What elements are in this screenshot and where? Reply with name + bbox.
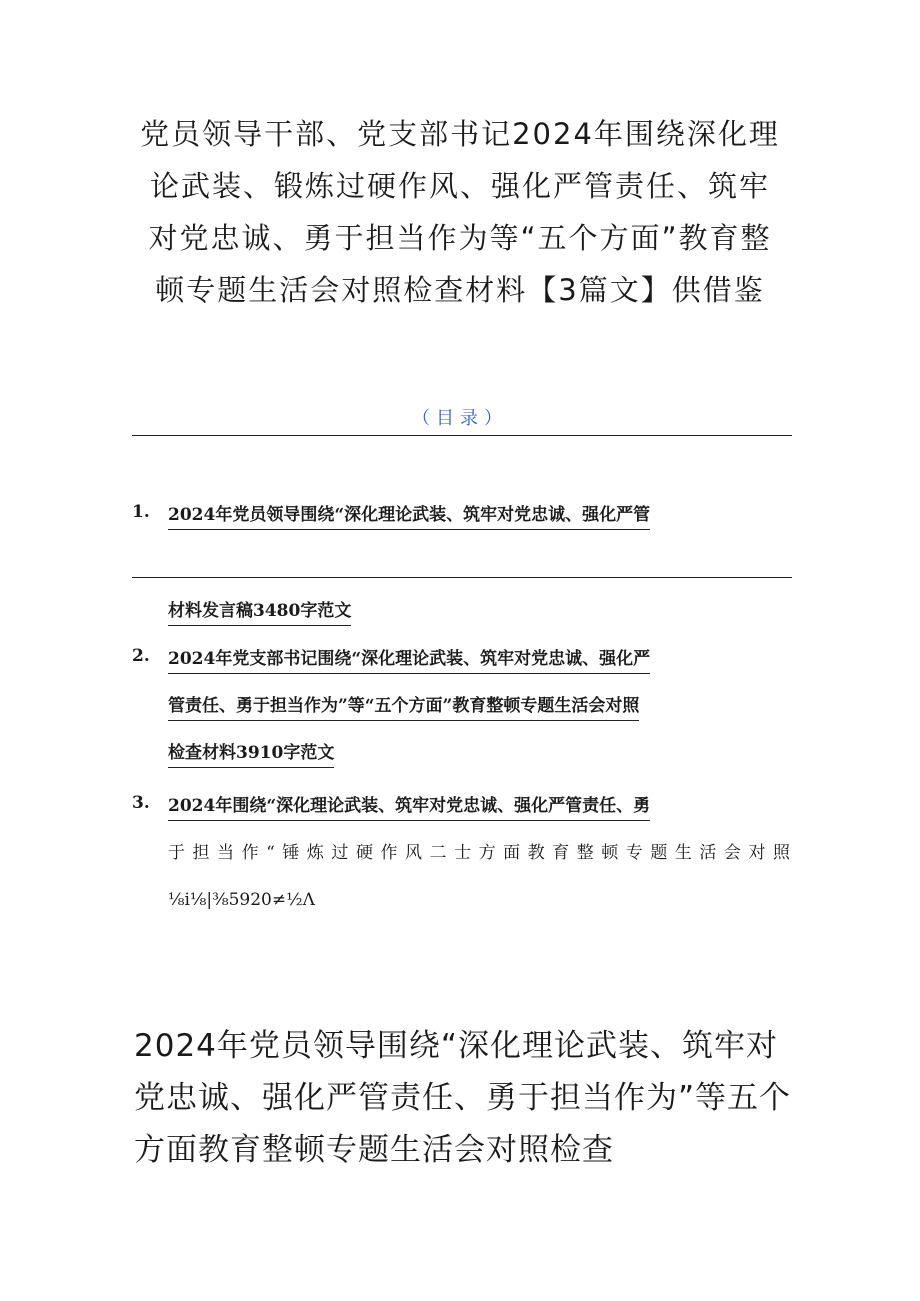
toc-item-number: 3. — [132, 793, 150, 813]
toc-item-line[interactable]: 2024年围绕“深化理论武装、筑牢对党忠诚、强化严管责任、勇 — [168, 793, 650, 821]
toc-item-line[interactable]: 管责任、勇于担当作为”等“五个方面”教育整顿专题生活会对照 — [168, 693, 639, 721]
toc-item-number: 2. — [132, 646, 150, 666]
toc-item-number: 1. — [132, 502, 150, 522]
toc-item-line[interactable]: 2024年党员领导围绕“深化理论武装、筑牢对党忠诚、强化严管 — [168, 502, 650, 530]
section-heading: 2024年党员领导围绕“深化理论武装、筑牢对党忠诚、强化严管责任、勇于担当作为”等五个方面教育整顿专题生活会对照检查 — [134, 1028, 792, 1168]
divider-top — [132, 435, 792, 436]
toc-item-line: 于担当作“锤炼过硬作风二士方面教育整顿专题生活会对照 — [168, 843, 790, 863]
toc-item-line[interactable]: 材料发言稿3480字范文 — [168, 598, 351, 626]
toc-item-line[interactable]: 2024年党支部书记围绕“深化理论武装、筑牢对党忠诚、强化严 — [168, 646, 650, 674]
toc-label: （目录） — [412, 408, 508, 429]
toc-item-line[interactable]: 检查材料3910字范文 — [168, 740, 334, 768]
toc-item-line: ⅛i⅛|⅜5920≠½Λ — [168, 890, 315, 910]
page-title: 党员领导干部、党支部书记2024年围绕深化理论武装、锻炼过硬作风、强化严管责任、筑牢对党忠诚、勇于担当作为等“五个方面”教育整顿专题生活会对照检查材料【3篇文】供借鉴 — [140, 117, 780, 307]
divider-middle — [132, 577, 792, 578]
